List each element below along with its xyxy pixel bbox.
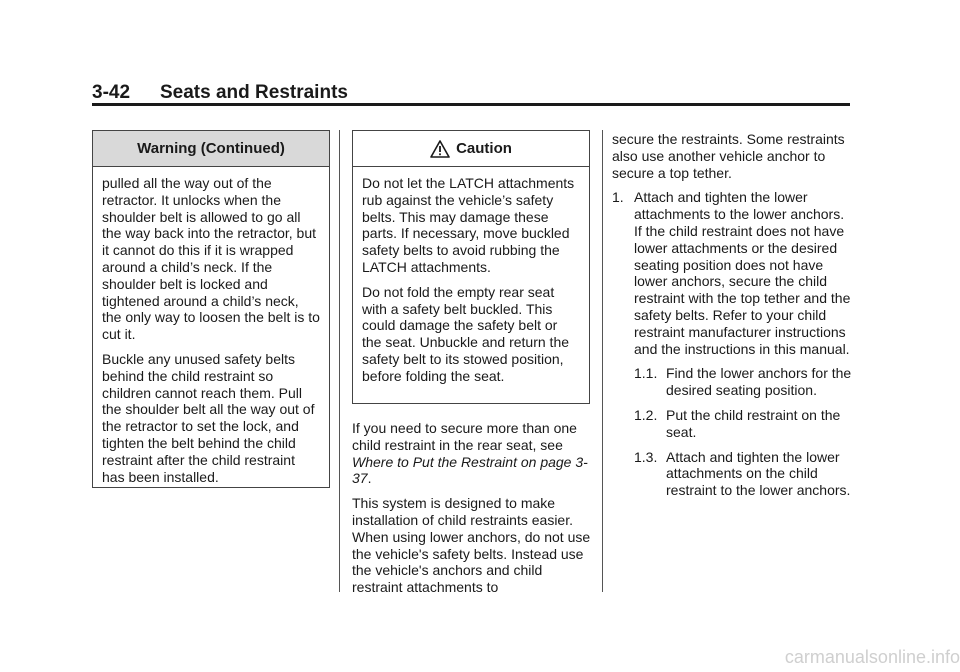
column-divider-left xyxy=(339,130,340,592)
warning-paragraph: pulled all the way out of the retractor. It unlocks when the shoulder belt is allowed to go all the way back into the retractor, but it cannot do this if it is wrapped around a child’s neck. If the shoulder belt is locked and tightened around a child’s neck, the only way to loosen the belt is to cut it. xyxy=(102,175,320,343)
list-item-text: Attach and tighten the lower attachments to the lower anchors. If the child restraint does not have lower attachments or the desired seating position does not have lower anchors, secure the child restraint with the top tether and the safety belts. Refer to your child restraint manufacturer instructions and the instructions in this manual. xyxy=(634,189,851,357)
warning-box xyxy=(92,130,330,488)
caution-paragraph: Do not fold the empty rear seat with a safety belt buckled. This could damage the safety belt or the seat. Unbuckle and return the safety belt to its stowed position, before folding the seat. xyxy=(362,283,570,384)
list-item-number: 1.3. xyxy=(634,448,658,465)
warning-box-title: Warning (Continued) xyxy=(93,131,329,167)
caution-box-body xyxy=(353,167,589,399)
column-divider-right xyxy=(602,130,603,592)
list-item-text: Attach and tighten the lower attachments on the child restraint to the lower anchors. xyxy=(666,448,851,499)
warning-triangle-icon xyxy=(430,140,450,158)
list-item xyxy=(612,449,852,499)
caution-box xyxy=(352,130,590,404)
middle-column-text xyxy=(352,420,592,604)
middle-paragraph-2: This system is designed to make installation of child restraints easier. When using lower anchors, do not use the vehicle's safety belts. Instead use the vehicle's anchors and child restraint attachments to xyxy=(352,495,591,596)
caution-paragraph: Do not let the LATCH attachments rub against the vehicle’s safety belts. This may damage these parts. If necessary, move buckled safety belts to avoid rubbing the LATCH attachments. xyxy=(362,175,575,275)
middle-paragraph-1: If you need to secure more than one child restraint in the rear seat, see Where to Put the Restraint on page 3-37. xyxy=(352,420,588,487)
list-item-number: 1. xyxy=(612,189,624,206)
page-number: 3-42 xyxy=(92,82,131,103)
list-item-number: 1.2. xyxy=(634,406,658,423)
list-item-text: Put the child restraint on the seat. xyxy=(666,406,841,440)
warning-paragraph: Buckle any unused safety belts behind the child restraint so children cannot reach them. Pull the shoulder belt all the way out of the retractor to set the lock, and tighten the belt behind the child restraint after the child restraint has been installed. xyxy=(102,350,315,485)
list-item xyxy=(612,189,852,357)
page-header xyxy=(92,82,850,104)
caution-box-header xyxy=(353,131,589,167)
right-column-text xyxy=(612,131,852,507)
list-item-text: Find the lower anchors for the desired seating position. xyxy=(666,365,852,399)
header-rule xyxy=(92,103,850,106)
list-item xyxy=(612,365,852,399)
watermark-text: carmanualsonline.info xyxy=(784,647,960,667)
warning-box-body xyxy=(93,167,329,499)
right-intro-paragraph: secure the restraints. Some restraints also use another vehicle anchor to secure a top tether. xyxy=(612,131,845,181)
cross-reference-link[interactable]: Where to Put the Restraint on page 3-37 xyxy=(352,453,588,487)
list-item xyxy=(612,407,852,441)
section-title: Seats and Restraints xyxy=(160,82,348,103)
caution-title: Caution xyxy=(456,140,512,157)
list-item-number: 1.1. xyxy=(634,365,658,382)
